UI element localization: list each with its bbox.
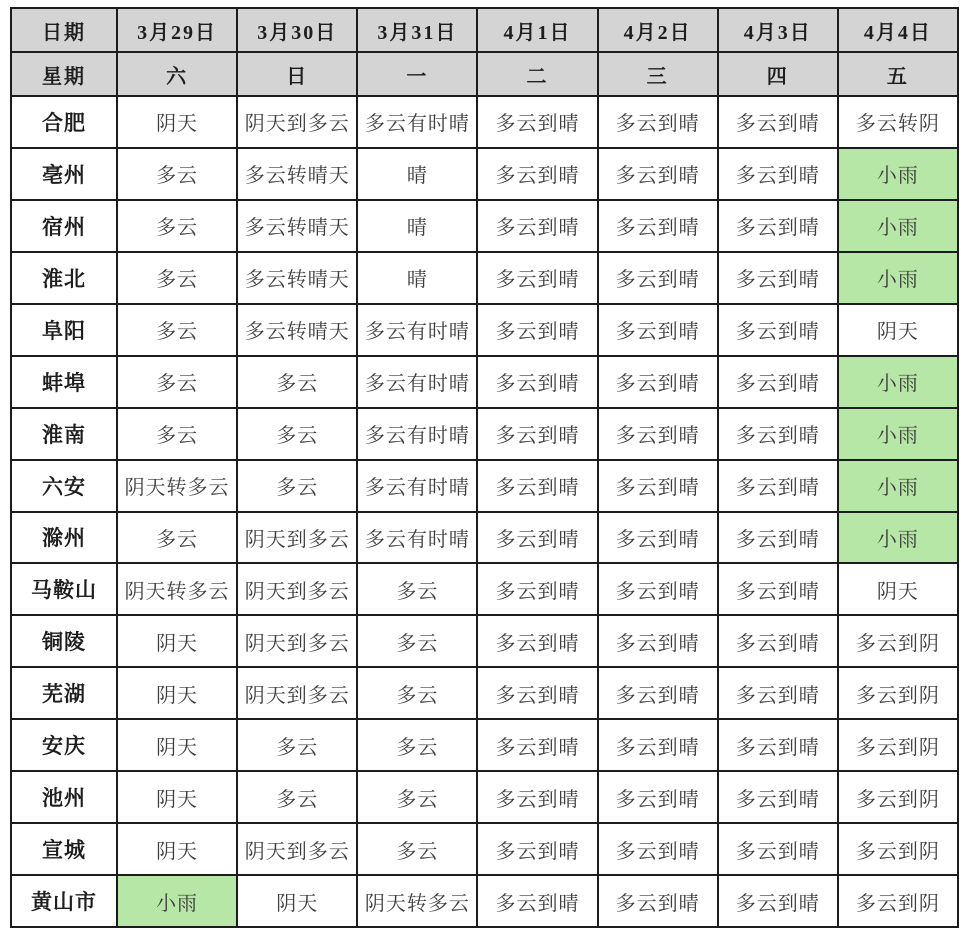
weather-cell: 多云到晴	[477, 408, 597, 460]
weather-cell: 多云到晴	[598, 148, 718, 200]
weather-cell: 多云到晴	[598, 96, 718, 148]
weather-cell: 多云转晴天	[237, 304, 357, 356]
date-header-cell: 3月31日	[357, 8, 477, 52]
weather-cell-rain-highlight: 小雨	[838, 460, 958, 512]
weather-cell: 阴天	[838, 563, 958, 615]
weather-cell: 阴天到多云	[237, 512, 357, 564]
weather-cell: 晴	[357, 148, 477, 200]
weather-cell: 多云到晴	[718, 460, 838, 512]
weather-cell: 多云转晴天	[237, 200, 357, 252]
weather-cell: 多云	[237, 460, 357, 512]
week-header-cell: 一	[357, 52, 477, 96]
weather-cell: 多云到晴	[477, 200, 597, 252]
weather-cell: 多云到晴	[477, 771, 597, 823]
city-name-cell: 合肥	[11, 96, 117, 148]
date-header-cell: 3月29日	[117, 8, 237, 52]
weather-cell: 多云到晴	[477, 667, 597, 719]
weather-cell: 晴	[357, 200, 477, 252]
weather-cell: 阴天	[117, 96, 237, 148]
weather-cell: 多云有时晴	[357, 96, 477, 148]
date-header-cell: 3月30日	[237, 8, 357, 52]
city-name-cell: 滁州	[11, 512, 117, 564]
city-name-cell: 淮南	[11, 408, 117, 460]
city-name-cell: 蚌埠	[11, 356, 117, 408]
weather-cell: 多云到晴	[718, 200, 838, 252]
weather-cell: 阴天到多云	[237, 615, 357, 667]
weather-cell: 多云到晴	[598, 719, 718, 771]
weather-cell: 多云到晴	[598, 875, 718, 927]
weather-cell: 多云	[237, 771, 357, 823]
weather-cell: 阴天到多云	[237, 563, 357, 615]
weather-cell: 多云到晴	[477, 304, 597, 356]
week-header-cell: 日	[237, 52, 357, 96]
city-name-cell: 宣城	[11, 823, 117, 875]
weather-cell: 多云	[357, 771, 477, 823]
weather-cell: 阴天转多云	[117, 460, 237, 512]
table-row	[11, 408, 958, 460]
weather-cell: 多云到晴	[718, 512, 838, 564]
weather-cell: 多云到晴	[718, 96, 838, 148]
weather-cell: 多云	[117, 512, 237, 564]
table-row	[11, 200, 958, 252]
table-row	[11, 771, 958, 823]
date-header-cell: 4月2日	[598, 8, 718, 52]
weather-cell: 多云到晴	[718, 771, 838, 823]
city-name-cell: 安庆	[11, 719, 117, 771]
weather-cell: 多云	[237, 408, 357, 460]
weather-cell-rain-highlight: 小雨	[117, 875, 237, 927]
weather-cell: 多云到阴	[838, 875, 958, 927]
table-row	[11, 667, 958, 719]
week-header-cell: 四	[718, 52, 838, 96]
weather-cell-rain-highlight: 小雨	[838, 252, 958, 304]
weather-cell: 多云	[117, 252, 237, 304]
date-header-cell: 4月3日	[718, 8, 838, 52]
weather-cell: 多云到晴	[718, 875, 838, 927]
weather-cell: 多云有时晴	[357, 304, 477, 356]
weather-cell: 多云到晴	[598, 252, 718, 304]
weather-cell: 多云	[117, 304, 237, 356]
city-name-cell: 铜陵	[11, 615, 117, 667]
table-row	[11, 356, 958, 408]
weather-cell-rain-highlight: 小雨	[838, 200, 958, 252]
table-row	[11, 615, 958, 667]
weather-cell: 多云到晴	[477, 719, 597, 771]
date-header-cell: 4月1日	[477, 8, 597, 52]
weather-cell: 阴天	[117, 719, 237, 771]
table-row	[11, 512, 958, 564]
weather-cell-rain-highlight: 小雨	[838, 148, 958, 200]
weather-cell: 多云到晴	[598, 667, 718, 719]
weather-cell: 多云转晴天	[237, 252, 357, 304]
table-row	[11, 563, 958, 615]
weather-cell: 阴天	[117, 615, 237, 667]
weather-cell: 阴天到多云	[237, 823, 357, 875]
city-name-cell: 马鞍山	[11, 563, 117, 615]
date-header-cell: 4月4日	[838, 8, 958, 52]
weather-cell: 多云到晴	[477, 356, 597, 408]
weather-cell: 多云到晴	[477, 875, 597, 927]
weather-cell: 多云到阴	[838, 667, 958, 719]
weather-cell: 多云有时晴	[357, 408, 477, 460]
weather-cell-rain-highlight: 小雨	[838, 512, 958, 564]
weather-cell: 阴天	[838, 304, 958, 356]
week-header-cell: 二	[477, 52, 597, 96]
weather-cell-rain-highlight: 小雨	[838, 408, 958, 460]
weather-cell: 多云到阴	[838, 771, 958, 823]
city-name-cell: 六安	[11, 460, 117, 512]
weather-cell: 多云	[117, 200, 237, 252]
table-header	[11, 8, 958, 96]
weather-cell: 多云	[357, 615, 477, 667]
weather-cell: 多云	[357, 823, 477, 875]
table-row	[11, 719, 958, 771]
weather-cell: 多云	[357, 563, 477, 615]
week-header-label: 星期	[11, 52, 117, 96]
table-row	[11, 823, 958, 875]
weather-cell: 多云到晴	[718, 148, 838, 200]
weather-cell: 多云到晴	[718, 356, 838, 408]
weather-cell: 多云到晴	[598, 408, 718, 460]
weather-cell: 多云转晴天	[237, 148, 357, 200]
weather-cell: 多云到晴	[477, 460, 597, 512]
weather-cell: 多云到晴	[718, 408, 838, 460]
weather-cell: 多云	[117, 408, 237, 460]
weather-cell: 多云到晴	[598, 304, 718, 356]
weather-cell: 多云到晴	[598, 771, 718, 823]
weather-cell: 多云到晴	[477, 512, 597, 564]
weather-cell: 多云到晴	[718, 563, 838, 615]
weather-cell: 多云到晴	[598, 356, 718, 408]
weather-cell: 多云	[237, 719, 357, 771]
city-name-cell: 宿州	[11, 200, 117, 252]
weather-cell: 多云到晴	[477, 823, 597, 875]
weather-cell: 多云到晴	[718, 252, 838, 304]
week-header-cell: 六	[117, 52, 237, 96]
weather-cell: 多云到晴	[718, 667, 838, 719]
weather-cell: 多云到阴	[838, 719, 958, 771]
week-header-cell: 三	[598, 52, 718, 96]
weather-cell: 阴天转多云	[117, 563, 237, 615]
weather-cell: 阴天	[117, 823, 237, 875]
weather-cell: 多云到晴	[598, 615, 718, 667]
weather-cell: 多云	[117, 148, 237, 200]
weather-cell: 多云有时晴	[357, 356, 477, 408]
table-row	[11, 148, 958, 200]
weather-cell: 多云	[357, 719, 477, 771]
date-header-label: 日期	[11, 8, 117, 52]
weather-cell: 多云到晴	[598, 460, 718, 512]
table-row	[11, 875, 958, 927]
weather-cell: 多云有时晴	[357, 512, 477, 564]
table-row	[11, 304, 958, 356]
weather-cell: 多云到晴	[718, 304, 838, 356]
weather-cell: 阴天	[237, 875, 357, 927]
weather-cell: 多云到晴	[598, 512, 718, 564]
weather-cell: 多云到晴	[718, 719, 838, 771]
city-name-cell: 池州	[11, 771, 117, 823]
table-body	[11, 96, 958, 927]
weather-cell: 多云到晴	[598, 563, 718, 615]
city-name-cell: 黄山市	[11, 875, 117, 927]
city-name-cell: 阜阳	[11, 304, 117, 356]
weather-cell: 阴天	[117, 667, 237, 719]
weather-cell: 阴天到多云	[237, 96, 357, 148]
weather-cell: 多云到阴	[838, 823, 958, 875]
weather-cell: 多云	[357, 667, 477, 719]
weather-cell: 多云到晴	[477, 96, 597, 148]
weather-cell: 多云	[117, 356, 237, 408]
weather-cell: 阴天到多云	[237, 667, 357, 719]
weather-cell: 阴天	[117, 771, 237, 823]
city-name-cell: 淮北	[11, 252, 117, 304]
date-header-row	[11, 8, 958, 52]
week-header-cell: 五	[838, 52, 958, 96]
weather-cell: 多云到晴	[477, 148, 597, 200]
table-row	[11, 460, 958, 512]
weather-cell: 多云到晴	[477, 252, 597, 304]
weather-forecast-table	[10, 7, 959, 928]
weather-cell-rain-highlight: 小雨	[838, 356, 958, 408]
weather-cell: 晴	[357, 252, 477, 304]
city-name-cell: 芜湖	[11, 667, 117, 719]
weather-cell: 多云到阴	[838, 615, 958, 667]
weather-cell: 多云到晴	[598, 823, 718, 875]
weather-cell: 多云有时晴	[357, 460, 477, 512]
weather-cell: 多云到晴	[718, 615, 838, 667]
weather-cell: 多云转阴	[838, 96, 958, 148]
weather-cell: 多云到晴	[477, 615, 597, 667]
week-header-row	[11, 52, 958, 96]
weather-cell: 多云到晴	[477, 563, 597, 615]
table-row	[11, 252, 958, 304]
table-row	[11, 96, 958, 148]
city-name-cell: 亳州	[11, 148, 117, 200]
weather-cell: 阴天转多云	[357, 875, 477, 927]
weather-cell: 多云到晴	[718, 823, 838, 875]
weather-cell: 多云	[237, 356, 357, 408]
weather-cell: 多云到晴	[598, 200, 718, 252]
